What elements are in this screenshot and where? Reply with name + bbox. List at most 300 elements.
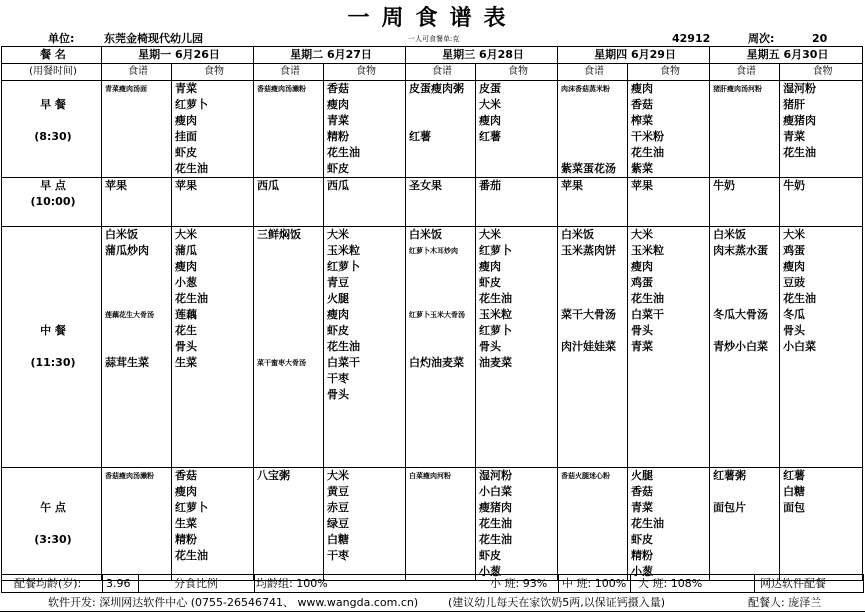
food-cell-monday: 香菇 bbox=[172, 468, 254, 485]
meal-cell bbox=[2, 468, 102, 485]
meal-row bbox=[2, 451, 863, 468]
meal-row bbox=[2, 210, 863, 227]
dish-cell-monday bbox=[102, 275, 172, 291]
dish-cell-tuesday bbox=[254, 339, 324, 355]
dish-header: 食谱 bbox=[558, 64, 628, 81]
food-cell-friday bbox=[780, 371, 863, 387]
dish-cell-monday bbox=[102, 113, 172, 129]
meal-cell bbox=[2, 403, 102, 419]
dish-cell-wednesday bbox=[406, 516, 476, 532]
dish-cell-thursday bbox=[558, 145, 628, 161]
software-credit: 网达软件配餐 bbox=[760, 577, 826, 590]
food-cell-wednesday: 花生油 bbox=[476, 291, 558, 307]
dish-cell-tuesday bbox=[254, 291, 324, 307]
food-cell-friday bbox=[780, 516, 863, 532]
meal-row bbox=[2, 129, 863, 145]
meal-row bbox=[2, 387, 863, 403]
meal-name-header: 餐 名 bbox=[2, 47, 102, 64]
dish-cell-friday bbox=[710, 403, 780, 419]
week-label: 周次: bbox=[748, 32, 775, 45]
dish-cell-tuesday bbox=[254, 435, 324, 451]
food-cell-monday bbox=[172, 387, 254, 403]
dish-cell-wednesday bbox=[406, 210, 476, 227]
dish-cell-friday bbox=[710, 516, 780, 532]
dish-cell-thursday bbox=[558, 371, 628, 387]
food-cell-wednesday: 虾皮 bbox=[476, 275, 558, 291]
food-cell-thursday bbox=[628, 194, 710, 210]
food-cell-wednesday: 瘦肉 bbox=[476, 113, 558, 129]
meal-row bbox=[2, 307, 863, 323]
dish-cell-thursday: 白米饭 bbox=[558, 227, 628, 244]
dish-cell-monday bbox=[102, 161, 172, 178]
food-cell-monday: 蒲瓜 bbox=[172, 243, 254, 259]
dish-cell-tuesday: 香菇瘦肉汤濑粉 bbox=[254, 81, 324, 98]
meal-cell bbox=[2, 419, 102, 435]
meal-row bbox=[2, 468, 863, 485]
dish-cell-friday bbox=[710, 419, 780, 435]
dish-cell-wednesday: 白菜瘦肉河粉 bbox=[406, 468, 476, 485]
food-cell-tuesday: 精粉 bbox=[324, 129, 406, 145]
dish-cell-tuesday bbox=[254, 161, 324, 178]
meal-row bbox=[2, 227, 863, 244]
food-cell-thursday bbox=[628, 210, 710, 227]
meal-cell bbox=[2, 227, 102, 244]
food-cell-friday: 骨头 bbox=[780, 323, 863, 339]
food-cell-friday: 花生油 bbox=[780, 291, 863, 307]
dish-header: 食谱 bbox=[254, 64, 324, 81]
food-cell-thursday: 紫菜 bbox=[628, 161, 710, 178]
dish-cell-thursday bbox=[558, 194, 628, 210]
meal-cell bbox=[2, 484, 102, 500]
dish-cell-tuesday bbox=[254, 275, 324, 291]
meal-row bbox=[2, 419, 863, 435]
food-cell-monday: 花生油 bbox=[172, 291, 254, 307]
meal-cell bbox=[2, 451, 102, 468]
food-cell-tuesday: 赤豆 bbox=[324, 500, 406, 516]
food-cell-wednesday: 小葱 bbox=[476, 564, 558, 581]
food-cell-thursday: 瘦肉 bbox=[628, 81, 710, 98]
food-cell-friday: 瘦猪肉 bbox=[780, 113, 863, 129]
dish-cell-wednesday bbox=[406, 548, 476, 564]
dish-cell-monday bbox=[102, 323, 172, 339]
food-cell-wednesday: 瘦猪肉 bbox=[476, 500, 558, 516]
dish-cell-monday bbox=[102, 259, 172, 275]
food-cell-monday: 大米 bbox=[172, 227, 254, 244]
food-cell-thursday: 火腿 bbox=[628, 468, 710, 485]
dish-cell-monday bbox=[102, 451, 172, 468]
food-cell-tuesday: 虾皮 bbox=[324, 323, 406, 339]
food-header: 食物 bbox=[476, 64, 558, 81]
dish-cell-friday bbox=[710, 387, 780, 403]
food-cell-tuesday: 瘦肉 bbox=[324, 307, 406, 323]
dish-cell-thursday: 肉沫香菇蒸米粉 bbox=[558, 81, 628, 98]
food-cell-tuesday: 玉米粒 bbox=[324, 243, 406, 259]
meal-row bbox=[2, 548, 863, 564]
food-cell-tuesday: 白糖 bbox=[324, 532, 406, 548]
meal-cell bbox=[2, 371, 102, 387]
dish-cell-friday: 肉末蒸水蛋 bbox=[710, 243, 780, 259]
dish-cell-thursday bbox=[558, 548, 628, 564]
dish-cell-wednesday: 白灼油麦菜 bbox=[406, 355, 476, 371]
day-header-tuesday: 星期二 6月27日 bbox=[254, 47, 406, 64]
food-cell-friday bbox=[780, 194, 863, 210]
dish-cell-monday bbox=[102, 532, 172, 548]
food-cell-monday: 瘦肉 bbox=[172, 113, 254, 129]
dish-cell-friday bbox=[710, 161, 780, 178]
dish-cell-monday bbox=[102, 403, 172, 419]
dish-cell-friday bbox=[710, 371, 780, 387]
dish-cell-wednesday: 红萝卜木耳炒肉 bbox=[406, 243, 476, 259]
meal-cell bbox=[2, 435, 102, 451]
dish-cell-thursday: 香菇火腿迷心粉 bbox=[558, 468, 628, 485]
dish-cell-friday: 牛奶 bbox=[710, 178, 780, 195]
dish-cell-wednesday bbox=[406, 323, 476, 339]
dish-cell-thursday bbox=[558, 323, 628, 339]
dish-cell-monday: 蒲瓜炒肉 bbox=[102, 243, 172, 259]
dish-cell-wednesday bbox=[406, 161, 476, 178]
meal-row bbox=[2, 259, 863, 275]
meal-row bbox=[2, 355, 863, 371]
day-header-friday: 星期五 6月30日 bbox=[710, 47, 863, 64]
dish-cell-monday bbox=[102, 419, 172, 435]
dish-header: 食谱 bbox=[102, 64, 172, 81]
food-cell-tuesday: 大米 bbox=[324, 227, 406, 244]
food-cell-friday: 白糖 bbox=[780, 484, 863, 500]
food-cell-thursday: 鸡蛋 bbox=[628, 275, 710, 291]
meal-row bbox=[2, 81, 863, 98]
meal-cell bbox=[2, 81, 102, 98]
dish-cell-wednesday bbox=[406, 500, 476, 516]
dish-cell-tuesday bbox=[254, 532, 324, 548]
dish-cell-tuesday bbox=[254, 129, 324, 145]
dish-cell-tuesday bbox=[254, 451, 324, 468]
dish-cell-tuesday bbox=[254, 97, 324, 113]
dish-cell-thursday bbox=[558, 97, 628, 113]
dish-cell-friday bbox=[710, 484, 780, 500]
food-cell-wednesday: 骨头 bbox=[476, 339, 558, 355]
meal-cell bbox=[2, 291, 102, 307]
dish-cell-tuesday bbox=[254, 387, 324, 403]
dish-cell-tuesday bbox=[254, 307, 324, 323]
dish-cell-friday bbox=[710, 435, 780, 451]
food-cell-thursday: 花生油 bbox=[628, 291, 710, 307]
dish-cell-wednesday: 红薯 bbox=[406, 129, 476, 145]
food-cell-friday: 大米 bbox=[780, 227, 863, 244]
dish-cell-friday: 白米饭 bbox=[710, 227, 780, 244]
milk-advice: (建议幼儿每天在家饮奶5两,以保证钙摄入量) bbox=[448, 596, 666, 609]
menu-code: 42912 bbox=[672, 32, 711, 45]
dish-cell-monday: 白米饭 bbox=[102, 227, 172, 244]
food-cell-thursday: 干米粉 bbox=[628, 129, 710, 145]
food-cell-tuesday: 干枣 bbox=[324, 371, 406, 387]
dish-cell-thursday bbox=[558, 355, 628, 371]
food-cell-monday: 红萝卜 bbox=[172, 97, 254, 113]
dish-cell-tuesday bbox=[254, 259, 324, 275]
dish-cell-tuesday bbox=[254, 484, 324, 500]
food-cell-thursday: 香菇 bbox=[628, 484, 710, 500]
dish-cell-thursday bbox=[558, 419, 628, 435]
dish-cell-friday bbox=[710, 145, 780, 161]
dish-cell-thursday bbox=[558, 113, 628, 129]
food-cell-tuesday: 黄豆 bbox=[324, 484, 406, 500]
dish-cell-friday bbox=[710, 323, 780, 339]
meal-cell bbox=[2, 161, 102, 178]
dish-header: 食谱 bbox=[710, 64, 780, 81]
portion-note: 一人可食餐单:克 bbox=[408, 35, 460, 43]
food-cell-thursday: 骨头 bbox=[628, 323, 710, 339]
dish-cell-friday bbox=[710, 194, 780, 210]
unit-label: 单位: bbox=[48, 32, 75, 45]
food-cell-wednesday bbox=[476, 194, 558, 210]
dish-cell-tuesday bbox=[254, 403, 324, 419]
dish-cell-thursday bbox=[558, 275, 628, 291]
food-cell-wednesday: 红萝卜 bbox=[476, 243, 558, 259]
meal-row bbox=[2, 275, 863, 291]
food-cell-wednesday: 油麦菜 bbox=[476, 355, 558, 371]
dish-cell-friday: 面包片 bbox=[710, 500, 780, 516]
food-cell-monday: 精粉 bbox=[172, 532, 254, 548]
dish-cell-thursday: 紫菜蛋花汤 bbox=[558, 161, 628, 178]
dish-cell-tuesday bbox=[254, 194, 324, 210]
food-cell-monday bbox=[172, 435, 254, 451]
dish-cell-monday: 莲藕花生大骨汤 bbox=[102, 307, 172, 323]
food-cell-wednesday: 小白菜 bbox=[476, 484, 558, 500]
meal-cell bbox=[2, 516, 102, 532]
dish-cell-monday bbox=[102, 387, 172, 403]
food-cell-tuesday: 花生油 bbox=[324, 339, 406, 355]
dish-cell-wednesday: 红萝卜玉米大骨汤 bbox=[406, 307, 476, 323]
food-cell-thursday: 大米 bbox=[628, 227, 710, 244]
dish-cell-thursday bbox=[558, 500, 628, 516]
meal-row bbox=[2, 403, 863, 419]
food-cell-monday bbox=[172, 371, 254, 387]
food-cell-wednesday bbox=[476, 419, 558, 435]
food-cell-tuesday: 花生油 bbox=[324, 145, 406, 161]
dish-cell-friday bbox=[710, 113, 780, 129]
food-cell-monday: 生菜 bbox=[172, 516, 254, 532]
meal-row bbox=[2, 243, 863, 259]
food-cell-thursday: 精粉 bbox=[628, 548, 710, 564]
food-cell-tuesday: 干枣 bbox=[324, 548, 406, 564]
dish-cell-wednesday: 圣女果 bbox=[406, 178, 476, 195]
meal-name: 早 点 bbox=[2, 178, 102, 195]
small-class-ratio: 小 班: 93% bbox=[490, 577, 548, 590]
food-cell-thursday: 花生油 bbox=[628, 516, 710, 532]
meal-row bbox=[2, 161, 863, 178]
food-cell-monday: 苹果 bbox=[172, 178, 254, 195]
meal-time: (10:00) bbox=[2, 194, 102, 210]
food-cell-friday: 面包 bbox=[780, 500, 863, 516]
food-cell-wednesday: 皮蛋 bbox=[476, 81, 558, 98]
dish-cell-thursday: 玉米蒸肉饼 bbox=[558, 243, 628, 259]
dish-cell-friday bbox=[710, 210, 780, 227]
food-cell-monday: 虾皮 bbox=[172, 145, 254, 161]
meal-cell bbox=[2, 307, 102, 323]
dish-cell-monday bbox=[102, 516, 172, 532]
dish-cell-tuesday bbox=[254, 243, 324, 259]
meal-time: (8:30) bbox=[2, 129, 102, 145]
dish-cell-wednesday bbox=[406, 145, 476, 161]
dish-cell-tuesday: 菜干蜜枣大骨汤 bbox=[254, 355, 324, 371]
dish-cell-wednesday bbox=[406, 259, 476, 275]
food-cell-wednesday bbox=[476, 403, 558, 419]
food-cell-wednesday: 红薯 bbox=[476, 129, 558, 145]
meal-cell bbox=[2, 387, 102, 403]
food-cell-thursday bbox=[628, 435, 710, 451]
food-cell-friday bbox=[780, 419, 863, 435]
dish-cell-thursday bbox=[558, 403, 628, 419]
dish-cell-wednesday bbox=[406, 371, 476, 387]
dish-cell-monday bbox=[102, 194, 172, 210]
food-cell-wednesday: 大米 bbox=[476, 97, 558, 113]
food-cell-tuesday bbox=[324, 435, 406, 451]
dish-cell-monday bbox=[102, 129, 172, 145]
food-cell-friday bbox=[780, 403, 863, 419]
meal-row bbox=[2, 97, 863, 113]
dish-cell-monday bbox=[102, 548, 172, 564]
food-cell-thursday: 花生油 bbox=[628, 145, 710, 161]
dish-cell-friday: 青炒小白菜 bbox=[710, 339, 780, 355]
food-cell-thursday bbox=[628, 419, 710, 435]
dish-cell-friday bbox=[710, 259, 780, 275]
dish-cell-wednesday bbox=[406, 403, 476, 419]
food-header: 食物 bbox=[172, 64, 254, 81]
dish-cell-tuesday bbox=[254, 371, 324, 387]
food-cell-wednesday bbox=[476, 451, 558, 468]
dish-cell-monday: 苹果 bbox=[102, 178, 172, 195]
dish-cell-friday bbox=[710, 291, 780, 307]
food-cell-tuesday bbox=[324, 419, 406, 435]
food-cell-monday: 莲藕 bbox=[172, 307, 254, 323]
meal-row bbox=[2, 291, 863, 307]
weekly-menu-table bbox=[1, 46, 863, 581]
food-cell-tuesday: 香菇 bbox=[324, 81, 406, 98]
food-cell-friday: 青菜 bbox=[780, 129, 863, 145]
dish-cell-monday bbox=[102, 484, 172, 500]
food-cell-wednesday: 花生油 bbox=[476, 516, 558, 532]
dish-cell-wednesday bbox=[406, 532, 476, 548]
dish-cell-monday: 青菜瘦肉汤面 bbox=[102, 81, 172, 98]
dish-cell-tuesday bbox=[254, 113, 324, 129]
dish-cell-monday bbox=[102, 371, 172, 387]
meal-row bbox=[2, 371, 863, 387]
dish-cell-friday bbox=[710, 355, 780, 371]
dish-cell-thursday bbox=[558, 291, 628, 307]
food-cell-tuesday bbox=[324, 403, 406, 419]
food-cell-wednesday bbox=[476, 387, 558, 403]
ratio-label: 分食比例 bbox=[174, 577, 218, 590]
food-cell-monday: 瘦肉 bbox=[172, 259, 254, 275]
food-cell-friday bbox=[780, 355, 863, 371]
food-cell-wednesday bbox=[476, 145, 558, 161]
food-cell-thursday: 小葱 bbox=[628, 564, 710, 581]
avg-group-ratio: 均龄组: 100% bbox=[256, 577, 328, 590]
dish-cell-friday bbox=[710, 275, 780, 291]
dish-cell-monday bbox=[102, 339, 172, 355]
meal-row bbox=[2, 516, 863, 532]
dish-cell-friday bbox=[710, 532, 780, 548]
food-cell-monday bbox=[172, 451, 254, 468]
meal-cell bbox=[2, 243, 102, 259]
meal-row bbox=[2, 500, 863, 516]
food-cell-friday: 猪肝 bbox=[780, 97, 863, 113]
dish-cell-monday bbox=[102, 500, 172, 516]
food-cell-tuesday: 白菜干 bbox=[324, 355, 406, 371]
dish-cell-tuesday bbox=[254, 548, 324, 564]
food-cell-friday bbox=[780, 435, 863, 451]
dish-cell-wednesday bbox=[406, 97, 476, 113]
food-cell-tuesday: 青菜 bbox=[324, 113, 406, 129]
food-cell-tuesday: 绿豆 bbox=[324, 516, 406, 532]
day-header-wednesday: 星期三 6月28日 bbox=[406, 47, 558, 64]
food-cell-wednesday: 大米 bbox=[476, 227, 558, 244]
dish-cell-monday bbox=[102, 97, 172, 113]
food-cell-monday: 小葱 bbox=[172, 275, 254, 291]
day-header-thursday: 星期四 6月29日 bbox=[558, 47, 710, 64]
food-cell-thursday: 虾皮 bbox=[628, 532, 710, 548]
food-cell-monday: 挂面 bbox=[172, 129, 254, 145]
meal-cell bbox=[2, 113, 102, 129]
meal-row bbox=[2, 113, 863, 129]
food-cell-tuesday: 虾皮 bbox=[324, 161, 406, 178]
dish-cell-wednesday bbox=[406, 113, 476, 129]
dish-cell-wednesday bbox=[406, 435, 476, 451]
food-cell-friday bbox=[780, 451, 863, 468]
food-cell-wednesday bbox=[476, 371, 558, 387]
food-cell-wednesday: 花生油 bbox=[476, 532, 558, 548]
food-cell-friday: 冬瓜 bbox=[780, 307, 863, 323]
food-cell-friday bbox=[780, 161, 863, 178]
meal-row bbox=[2, 435, 863, 451]
food-cell-monday: 花生油 bbox=[172, 161, 254, 178]
food-cell-thursday bbox=[628, 387, 710, 403]
food-cell-thursday: 瘦肉 bbox=[628, 259, 710, 275]
unit-value: 东莞金椅现代幼儿园 bbox=[104, 32, 203, 45]
dish-cell-tuesday bbox=[254, 145, 324, 161]
food-cell-friday: 牛奶 bbox=[780, 178, 863, 195]
dish-cell-tuesday bbox=[254, 516, 324, 532]
age-value: 3.96 bbox=[106, 577, 131, 590]
meal-cell bbox=[2, 259, 102, 275]
dish-cell-friday bbox=[710, 451, 780, 468]
food-cell-thursday bbox=[628, 403, 710, 419]
food-cell-wednesday: 红萝卜 bbox=[476, 323, 558, 339]
food-cell-friday bbox=[780, 210, 863, 227]
dish-cell-wednesday bbox=[406, 451, 476, 468]
food-cell-friday bbox=[780, 532, 863, 548]
dish-cell-wednesday bbox=[406, 291, 476, 307]
stats-bar bbox=[1, 574, 864, 593]
dish-cell-tuesday bbox=[254, 419, 324, 435]
food-cell-wednesday bbox=[476, 210, 558, 227]
dish-cell-thursday bbox=[558, 532, 628, 548]
middle-class-ratio: 中 班: 100% bbox=[562, 577, 627, 590]
dish-cell-monday bbox=[102, 291, 172, 307]
dish-cell-thursday bbox=[558, 484, 628, 500]
dish-cell-thursday: 肉汁娃娃菜 bbox=[558, 339, 628, 355]
food-cell-wednesday: 湿河粉 bbox=[476, 468, 558, 485]
dish-cell-friday bbox=[710, 129, 780, 145]
food-cell-tuesday: 红萝卜 bbox=[324, 259, 406, 275]
page-title: 一周食谱表 bbox=[347, 6, 518, 31]
meal-name: 早 餐 bbox=[2, 97, 102, 113]
food-cell-friday: 红薯 bbox=[780, 468, 863, 485]
food-cell-wednesday bbox=[476, 435, 558, 451]
food-cell-monday: 花生油 bbox=[172, 548, 254, 564]
dish-cell-monday bbox=[102, 210, 172, 227]
dish-cell-thursday bbox=[558, 387, 628, 403]
meal-name: 中 餐 bbox=[2, 323, 102, 339]
